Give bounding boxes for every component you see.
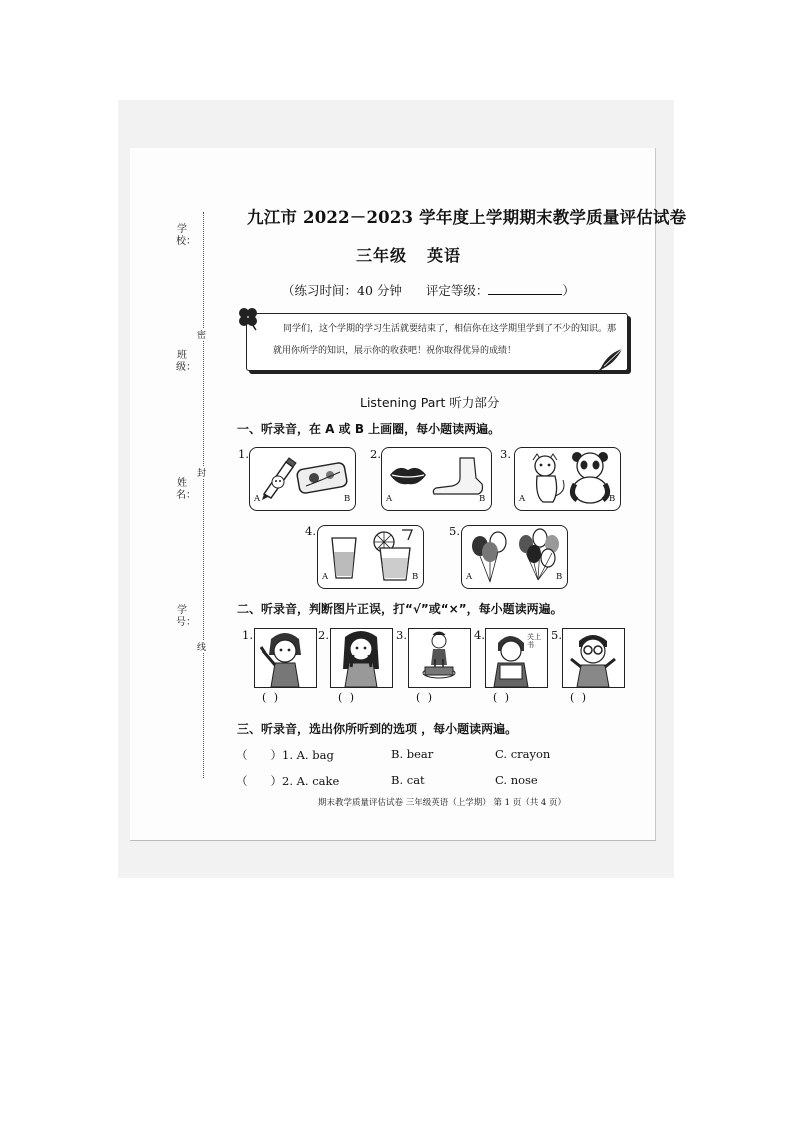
s2-q1-answer[interactable]: ( )	[262, 691, 281, 704]
section3-title: 三、听录音，选出你所听到的选项 ，每小题读两遍。	[237, 722, 518, 736]
girl-with-cake-icon	[409, 629, 470, 687]
s1-q3-a[interactable]: A	[519, 494, 526, 504]
s1-q1-a[interactable]: A	[254, 494, 261, 504]
s1-q1-number: 1.	[238, 447, 249, 461]
s2-q3-picture	[408, 628, 471, 688]
intro-text: 同学们，这个学期的学习生活就要结束了，相信你在这学期里学到了不少的知识。那就用你所学的知识，展示你的收获吧！祝你取得优异的成绩！	[273, 324, 617, 356]
s1-q5-a[interactable]: A	[466, 572, 473, 582]
s3-q2-option-c[interactable]: C. nose	[495, 773, 538, 787]
glass-of-water-icon[interactable]	[330, 536, 358, 580]
s2-q1-picture	[254, 628, 317, 688]
s1-q4-number: 4.	[305, 524, 316, 538]
section1-title: 一、听录音，在 A 或 B 上画圈，每小题读两遍。	[237, 422, 501, 436]
s1-q2-b[interactable]: B	[479, 494, 486, 504]
s1-q4-b[interactable]: B	[412, 572, 419, 582]
girl-waving-icon	[255, 629, 316, 687]
s2-q5-picture	[562, 628, 625, 688]
cat-icon[interactable]	[523, 452, 569, 504]
s2-q5-number: 5.	[551, 628, 562, 642]
s3-q1-lead[interactable]: （ ）1. A. bag	[236, 748, 334, 762]
s1-q2-a[interactable]: A	[386, 494, 393, 504]
rating-blank[interactable]	[488, 284, 562, 295]
s3-q1-option-c[interactable]: C. crayon	[495, 747, 551, 761]
s1-q4-box	[317, 525, 424, 589]
pencil-case-icon[interactable]	[296, 460, 348, 496]
s2-q3-answer[interactable]: ( )	[416, 691, 435, 704]
time-label: （练习时间：40 分钟	[282, 283, 402, 298]
s3-q2-option-b[interactable]: B. cat	[391, 773, 425, 787]
s1-q5-number: 5.	[449, 524, 460, 538]
s3-q1-option-b[interactable]: B. bear	[391, 747, 434, 761]
s2-q2-picture	[330, 628, 393, 688]
s2-q4-picture	[485, 628, 548, 688]
s1-q5-box	[461, 525, 568, 589]
pencil-icon[interactable]	[256, 454, 298, 500]
grade-subject	[356, 243, 461, 266]
part-title: Listening Part 听力部分	[360, 395, 500, 410]
s1-q1-b[interactable]: B	[344, 494, 351, 504]
foot-icon[interactable]	[430, 456, 486, 496]
page-footer: 期末教学质量评估试卷 三年级英语（上学期） 第 1 页（共 4 页）	[318, 798, 567, 808]
s2-q2-number: 2.	[318, 628, 329, 642]
panda-icon[interactable]	[567, 450, 616, 504]
grade-text: 三年级	[356, 246, 408, 265]
mouth-icon[interactable]	[388, 462, 428, 488]
time-rating-line	[282, 281, 575, 299]
many-balloons-icon[interactable]	[514, 528, 562, 582]
s2-q4-answer[interactable]: ( )	[493, 691, 512, 704]
s2-q3-number: 3.	[396, 628, 407, 642]
boy-with-glasses-icon	[563, 629, 624, 687]
s2-q4-number: 4.	[474, 628, 485, 642]
close-book-sign: 关上书	[527, 633, 541, 649]
s1-q3-box	[514, 447, 621, 511]
s1-q2-box	[381, 447, 492, 511]
s1-q5-b[interactable]: B	[556, 572, 563, 582]
class-label: 班级：	[176, 350, 196, 373]
s3-q2-lead[interactable]: （ ）2. A. cake	[236, 774, 340, 788]
girl-touching-face-icon	[331, 629, 392, 687]
s1-q4-a[interactable]: A	[322, 572, 329, 582]
s1-q3-number: 3.	[500, 447, 511, 461]
name-label: 姓名：	[176, 478, 196, 501]
seal-char-feng: 封	[197, 466, 206, 479]
seal-dotted-line	[203, 212, 204, 778]
subject-text: 英语	[427, 246, 462, 265]
section2-title: 二、听录音，判断图片正误，打“√”或“×”，每小题读两遍。	[237, 602, 563, 616]
student-number-label: 学号：	[176, 605, 196, 628]
seal-char-xian: 线	[197, 640, 206, 653]
s2-q5-answer[interactable]: ( )	[570, 691, 589, 704]
s2-q1-number: 1.	[242, 628, 253, 642]
school-label: 学校：	[176, 224, 196, 247]
intro-box	[246, 313, 628, 371]
three-balloons-icon[interactable]	[468, 530, 512, 584]
s1-q3-b[interactable]: B	[609, 494, 616, 504]
exam-title: 九江市 2022－2023 学年度上学期期末教学质量评估试卷	[247, 208, 687, 227]
clover-icon	[234, 304, 262, 332]
s2-q2-answer[interactable]: ( )	[338, 691, 357, 704]
leaf-icon	[596, 346, 626, 374]
rating-label: 评定等级：	[425, 283, 489, 298]
seal-char-mi: 密	[197, 328, 206, 341]
time-close: ）	[562, 283, 575, 298]
s1-q2-number: 2.	[370, 447, 381, 461]
s1-q1-box	[249, 447, 356, 511]
